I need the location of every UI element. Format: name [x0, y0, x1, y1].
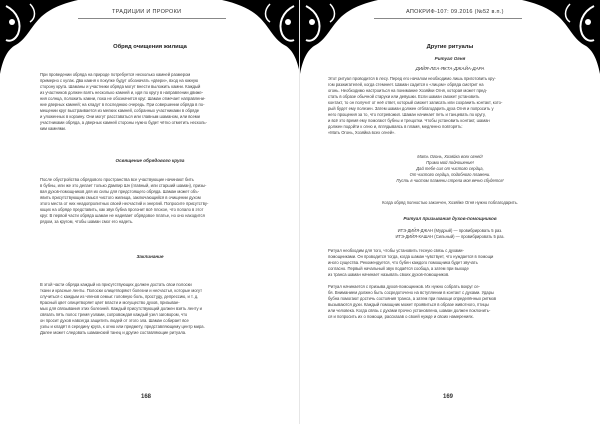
invocation-line: ДИЙЯ-ЛЕА-ЯКТА-ДЖАЙА-ДАРА [415, 66, 485, 71]
page-number: 168 [141, 394, 152, 400]
paragraph: Этот ритуал проводится в лесу. Перед его началом необходимо лишь приготовить кру- гом разжигателей, когда стемнеет. Шаман садится к «лицом» обряда смотрит на огонь. Необходимо настроиться на понимание Хозяйки Огня, которая может пред- стать в образе обычной старухи или девушки. Если шаман сможет установить контакт, то он получит от неё ответ, который сможет записать или сохранить контакт, кото- рый будет ему полезен. Затем шаман должен отблагодарить духа Огня и попросить у него прощения за то, что потревожил. Шаман начинает петь и танцевать по кругу, и всё это время ему помогают бубны и трещотки. Чтобы установить контакт, шаман должен подойти к огню и, вглядываясь в пламя, медленно повторять: «Мать Огонь, Хозяйка всех огней». [328, 76, 503, 136]
ornament-top-right-icon [522, 0, 600, 74]
call-list: ИТЭ-ДИЙЯ-ДЖАН (Мудрый) — провибрировать 5 раз. ИТЭ-ДИЙЯ-КАШАН (Сильный) — провибрировать 5 раз. [395, 228, 505, 240]
ornament-top-left-icon [0, 0, 78, 74]
closing-line: Когда обряд полностью закончен, Хозяйке Огня нужно поблагодарить. [382, 200, 518, 205]
ornament-top-left-icon [300, 0, 378, 74]
section-title: Другие ритуалы [426, 44, 474, 50]
right-page [300, 0, 600, 424]
section-title: Обряд очищения жилища [113, 44, 187, 50]
paragraph: Ритуал начинается с призыва духов-помощников. Их нужно собрать вокруг се- бя. Вниманием должно быть сосредоточено на вступлении в контакт с духами. Удары бубна помогают достичь состояния транса, а затем при помощи определённых ритмов вызываются духи. Каждый помощник может проявиться в образе животного, птицы или человека. Когда связь с духами прочно установлена, шаман должен поклонить- ся и попросить их о помощи, рассказав о своей нужде и своих намерениях. [328, 284, 497, 320]
paragraph: В этой части обряда каждый из присутствующих должен достать свои полоски ткани и красные ленты. Полоски олицетворяют болезни и несчастья, которые могут случиться с каждым из членов семьи: головную боль, простуду, депрессию, и т. д. Красный цвет олицетворяет цвет власти и могущество духов, призывае- мых для связывания этих болезней. Каждый присутствующий должен взять ленту и связать пять полос тремя узлами, сопровождая каждый узел заговором, что он просит духов навсегда защитить людей от этого зла. Шаман собирает все узлы и кладёт в середину круга, к огню или предмету, представляющему центр мира. Далее может следовать шаманский танец и другие составляющие ритуала. [40, 282, 205, 336]
subsection-title: Ритуал призывания духов-помощников [403, 216, 497, 221]
subsection-title: Освящение обрядового круга [115, 158, 185, 163]
verse-block: Мать Огонь, Хозяйка всех огней! Прими мой подношение! Дай тебе сил от чистого сердца, От чистого сердца, подобного пламени. Пусть в чистом пламени стрела моя вечно сбудется! [396, 154, 504, 184]
header-rule [78, 18, 226, 19]
subsection-title: Заклинание [136, 254, 164, 259]
paragraph: После обустройства обрядового пространства все участвующие начинают бить в бубны, или же это делает только Дампир Шн (главный, или старший шаман), призы- вая духов-помощников для их силы для предстоящего обряда. Шаман может объ- явить присутствующим смысл чистого жилища, заключающийся в очищении духом этого места от них неадопролитных своей несчастий и энергий. Попросите присутству- ющих на обряде представить, как звук бубна прогонит всё плохое, что попало в этот круг. В первой части обряда шаман не надевает обрядовое платье, но оно находится рядом, за кругом, чтобы шаман смог его надеть. [40, 177, 209, 225]
running-header: АПОКРИФ-107: 09.2016 (№52 в.п.) [406, 9, 504, 15]
paragraph: Ритуал необходим для того, чтобы установить тесную связь с духами- помощниками. Он проводится тогда, когда шаман чувствует, что нуждается в помощи иного существа. Рекомендуется, что бубен каждого помощника будет звучать согласно. Первый начальный звук подаётся сообща, а затем при выходе из транса шаман начинает называть своих духов-помощников. [328, 248, 494, 278]
subsection-title: Ритуал Огня [434, 56, 466, 61]
paragraph: При проведении обряда на природе потребуется несколько камней размером примерно с кулак. Два камня к покупке будут обозначать «двери», вход на южную сторону круга. Шаманы и участники обряда могут внести выложить камни. Каждый из участников должен взять несколько камней и, идя по кругу в направлении движе- ния солнца, положить камни, пока не обозначится круг. Шаман отмечает направлени- ние дверных камней; на кладут в последнюю очередь. При совершении обряда в по- мещении круг выстраивается из мелких камней, собранных участниками в обряде и уложенных в корзину. Они могут расставаться или главным шаманом, или всеми участниками обряда, а дверных камней стороны нужно будет чётко отметить несколь- ким камнями. [40, 72, 207, 132]
header-rule [374, 18, 522, 19]
ornament-top-right-icon [222, 0, 300, 74]
running-header: ТРАДИЦИИ И ПРОРОКИ [112, 9, 182, 15]
page-number: 169 [443, 394, 454, 400]
